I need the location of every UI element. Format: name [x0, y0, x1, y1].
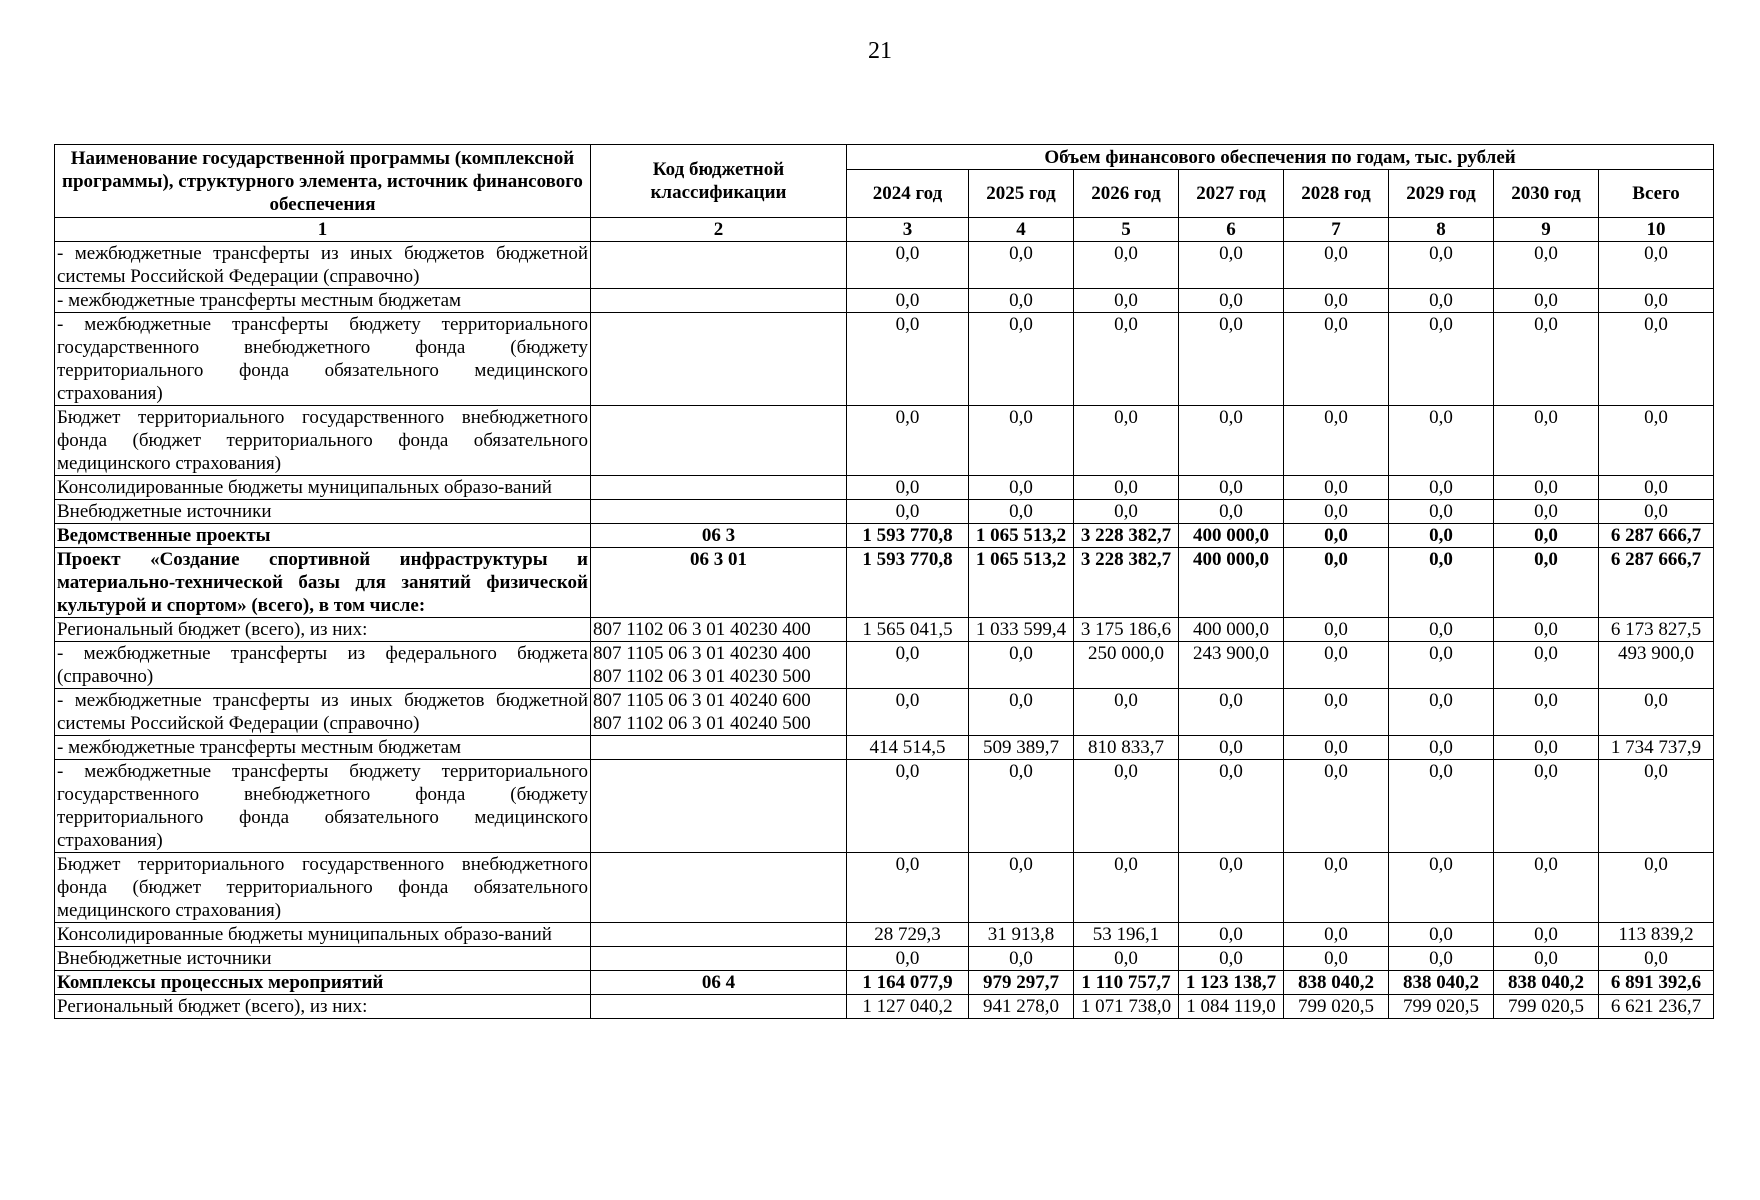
column-number: 10 [1599, 218, 1714, 242]
table-row [55, 476, 1714, 500]
column-number: 7 [1284, 218, 1389, 242]
row-name: - межбюджетные трансферты местным бюджетам [55, 736, 591, 760]
row-value: 0,0 [847, 642, 969, 689]
row-value: 0,0 [1179, 853, 1284, 923]
row-value: 0,0 [847, 760, 969, 853]
table-row [55, 524, 1714, 548]
row-name: - межбюджетные трансферты бюджету территориального государственного внебюджетного фонда (бюджету территориального фонда обязательного медицинского страхования) [55, 760, 591, 853]
row-value: 1 065 513,2 [969, 524, 1074, 548]
row-value: 0,0 [1494, 524, 1599, 548]
header-volume-column: Объем финансового обеспечения по годам, тыс. рублей [847, 145, 1714, 170]
column-number: 4 [969, 218, 1074, 242]
row-value: 0,0 [1284, 947, 1389, 971]
budget-code: 06 4 [701, 972, 736, 993]
row-value: 799 020,5 [1389, 995, 1494, 1019]
row-total: 0,0 [1599, 242, 1714, 289]
row-value: 0,0 [1179, 476, 1284, 500]
row-name: Бюджет территориального государственного внебюджетного фонда (бюджет территориального фонда обязательного медицинского страхования) [55, 406, 591, 476]
row-name: Комплексы процессных мероприятий [55, 971, 591, 995]
row-value: 0,0 [1389, 548, 1494, 618]
row-value: 0,0 [847, 242, 969, 289]
row-value: 0,0 [969, 853, 1074, 923]
row-value: 1 110 757,7 [1074, 971, 1179, 995]
row-total: 1 734 737,9 [1599, 736, 1714, 760]
row-value: 1 127 040,2 [847, 995, 969, 1019]
row-value: 0,0 [969, 476, 1074, 500]
table-body [55, 242, 1714, 1019]
row-value: 0,0 [847, 289, 969, 313]
row-value: 0,0 [1389, 476, 1494, 500]
page-number: 21 [868, 38, 892, 64]
row-total: 0,0 [1599, 406, 1714, 476]
row-total: 493 900,0 [1599, 642, 1714, 689]
row-value: 0,0 [1284, 853, 1389, 923]
row-value: 838 040,2 [1494, 971, 1599, 995]
row-value: 0,0 [1389, 736, 1494, 760]
row-value: 1 084 119,0 [1179, 995, 1284, 1019]
table-row [55, 548, 1714, 618]
row-total: 6 287 666,7 [1599, 548, 1714, 618]
row-value: 799 020,5 [1494, 995, 1599, 1019]
row-value: 0,0 [1179, 242, 1284, 289]
row-name: Внебюджетные источники [55, 500, 591, 524]
table-row [55, 242, 1714, 289]
header-year: 2026 год [1074, 170, 1179, 218]
row-total: 0,0 [1599, 500, 1714, 524]
header-total: Всего [1599, 170, 1714, 218]
row-value: 0,0 [1179, 760, 1284, 853]
row-value: 0,0 [1074, 853, 1179, 923]
row-value: 0,0 [1074, 242, 1179, 289]
row-code [591, 736, 847, 760]
table-row [55, 689, 1714, 736]
row-value: 0,0 [1494, 618, 1599, 642]
row-value: 0,0 [1074, 947, 1179, 971]
row-value: 1 123 138,7 [1179, 971, 1284, 995]
row-name: Ведомственные проекты [55, 524, 591, 548]
row-code [591, 524, 847, 548]
row-value: 1 164 077,9 [847, 971, 969, 995]
row-value: 0,0 [1284, 618, 1389, 642]
table-header [55, 145, 1714, 242]
header-name-column: Наименование государственной программы (комплексной программы), структурного элемента, источник финансового обеспечения [55, 145, 591, 218]
row-value: 1 565 041,5 [847, 618, 969, 642]
budget-code: 06 3 [701, 525, 736, 546]
row-value: 838 040,2 [1284, 971, 1389, 995]
row-value: 400 000,0 [1179, 524, 1284, 548]
header-code-column: Код бюджетной классификации [591, 145, 847, 218]
row-value: 0,0 [1494, 289, 1599, 313]
row-total: 0,0 [1599, 947, 1714, 971]
row-value: 1 593 770,8 [847, 524, 969, 548]
row-value: 0,0 [1389, 689, 1494, 736]
row-name: - межбюджетные трансферты местным бюджетам [55, 289, 591, 313]
row-value: 0,0 [847, 476, 969, 500]
row-total: 0,0 [1599, 760, 1714, 853]
row-code [591, 995, 847, 1019]
table-row [55, 971, 1714, 995]
row-total: 0,0 [1599, 689, 1714, 736]
row-code [591, 476, 847, 500]
row-value: 0,0 [1494, 947, 1599, 971]
row-name: Бюджет территориального государственного внебюджетного фонда (бюджет территориального фонда обязательного медицинского страхования) [55, 853, 591, 923]
row-value: 0,0 [969, 642, 1074, 689]
row-value: 0,0 [1284, 406, 1389, 476]
row-value: 0,0 [847, 500, 969, 524]
budget-code: 807 1102 06 3 01 40240 500 [593, 713, 811, 734]
row-code [591, 971, 847, 995]
row-value: 0,0 [1389, 853, 1494, 923]
column-number: 9 [1494, 218, 1599, 242]
table-row [55, 406, 1714, 476]
row-value: 0,0 [1494, 476, 1599, 500]
row-value: 0,0 [847, 947, 969, 971]
row-value: 31 913,8 [969, 923, 1074, 947]
budget-table [54, 144, 1714, 1019]
row-value: 0,0 [1494, 642, 1599, 689]
row-value: 0,0 [969, 242, 1074, 289]
column-number: 2 [591, 218, 847, 242]
row-code [591, 618, 847, 642]
row-value: 0,0 [1284, 500, 1389, 524]
row-value: 0,0 [969, 947, 1074, 971]
row-value: 0,0 [1494, 548, 1599, 618]
row-value: 0,0 [1179, 313, 1284, 406]
row-value: 250 000,0 [1074, 642, 1179, 689]
row-value: 0,0 [1074, 476, 1179, 500]
row-value: 1 593 770,8 [847, 548, 969, 618]
row-value: 0,0 [1179, 736, 1284, 760]
table-row [55, 995, 1714, 1019]
row-value: 0,0 [1389, 242, 1494, 289]
row-value: 0,0 [1389, 500, 1494, 524]
row-total: 0,0 [1599, 853, 1714, 923]
row-value: 0,0 [1284, 476, 1389, 500]
header-year: 2025 год [969, 170, 1074, 218]
row-code [591, 289, 847, 313]
row-value: 0,0 [1389, 618, 1494, 642]
row-value: 0,0 [1074, 313, 1179, 406]
table-row [55, 618, 1714, 642]
row-value: 0,0 [1389, 289, 1494, 313]
row-value: 0,0 [1074, 500, 1179, 524]
row-value: 0,0 [1494, 853, 1599, 923]
table-row [55, 642, 1714, 689]
row-total: 113 839,2 [1599, 923, 1714, 947]
header-year: 2024 год [847, 170, 969, 218]
row-name: Консолидированные бюджеты муниципальных образо-ваний [55, 923, 591, 947]
column-number: 6 [1179, 218, 1284, 242]
row-value: 0,0 [1494, 689, 1599, 736]
table-row [55, 736, 1714, 760]
row-value: 400 000,0 [1179, 548, 1284, 618]
row-value: 810 833,7 [1074, 736, 1179, 760]
row-value: 0,0 [1389, 947, 1494, 971]
table-row [55, 289, 1714, 313]
header-year: 2028 год [1284, 170, 1389, 218]
row-value: 799 020,5 [1284, 995, 1389, 1019]
row-code [591, 313, 847, 406]
row-value: 0,0 [969, 289, 1074, 313]
row-value: 0,0 [1284, 760, 1389, 853]
row-value: 0,0 [1179, 500, 1284, 524]
row-total: 0,0 [1599, 289, 1714, 313]
budget-code: 06 3 01 [690, 549, 747, 570]
row-code [591, 689, 847, 736]
row-value: 0,0 [969, 500, 1074, 524]
row-value: 0,0 [1179, 947, 1284, 971]
row-value: 0,0 [1284, 923, 1389, 947]
row-value: 0,0 [1389, 760, 1494, 853]
row-code [591, 642, 847, 689]
row-value: 0,0 [1389, 923, 1494, 947]
header-year: 2030 год [1494, 170, 1599, 218]
row-value: 979 297,7 [969, 971, 1074, 995]
row-total: 6 287 666,7 [1599, 524, 1714, 548]
row-code [591, 548, 847, 618]
row-code [591, 500, 847, 524]
row-value: 0,0 [1074, 689, 1179, 736]
budget-code: 807 1105 06 3 01 40230 400 [593, 643, 811, 664]
row-name: Консолидированные бюджеты муниципальных образо-ваний [55, 476, 591, 500]
row-value: 0,0 [1494, 242, 1599, 289]
row-value: 0,0 [1284, 289, 1389, 313]
table-row [55, 853, 1714, 923]
budget-code: 807 1102 06 3 01 40230 500 [593, 666, 811, 687]
row-value: 0,0 [1494, 760, 1599, 853]
row-value: 0,0 [1494, 313, 1599, 406]
table-row [55, 313, 1714, 406]
row-value: 0,0 [1389, 524, 1494, 548]
row-value: 0,0 [1074, 289, 1179, 313]
row-value: 0,0 [1179, 689, 1284, 736]
row-value: 0,0 [1494, 736, 1599, 760]
table-row [55, 947, 1714, 971]
budget-code: 807 1105 06 3 01 40240 600 [593, 690, 811, 711]
header-year: 2029 год [1389, 170, 1494, 218]
row-name: Региональный бюджет (всего), из них: [55, 618, 591, 642]
row-code [591, 406, 847, 476]
header-year: 2027 год [1179, 170, 1284, 218]
row-value: 0,0 [847, 313, 969, 406]
row-code [591, 760, 847, 853]
row-total: 0,0 [1599, 476, 1714, 500]
row-value: 53 196,1 [1074, 923, 1179, 947]
row-value: 1 033 599,4 [969, 618, 1074, 642]
row-value: 0,0 [847, 853, 969, 923]
table-row [55, 760, 1714, 853]
row-value: 0,0 [1284, 642, 1389, 689]
row-value: 0,0 [969, 406, 1074, 476]
row-value: 0,0 [1494, 500, 1599, 524]
row-value: 414 514,5 [847, 736, 969, 760]
row-value: 1 071 738,0 [1074, 995, 1179, 1019]
row-value: 0,0 [847, 689, 969, 736]
row-value: 0,0 [1389, 406, 1494, 476]
row-value: 0,0 [1494, 923, 1599, 947]
row-value: 0,0 [1284, 689, 1389, 736]
column-number: 1 [55, 218, 591, 242]
row-value: 0,0 [1389, 313, 1494, 406]
row-name: - межбюджетные трансферты из федерального бюджета (справочно) [55, 642, 591, 689]
row-name: - межбюджетные трансферты бюджету территориального государственного внебюджетного фонда (бюджету территориального фонда обязательного медицинского страхования) [55, 313, 591, 406]
row-value: 941 278,0 [969, 995, 1074, 1019]
row-value: 0,0 [1494, 406, 1599, 476]
row-value: 0,0 [1284, 524, 1389, 548]
row-value: 0,0 [969, 760, 1074, 853]
column-number: 3 [847, 218, 969, 242]
row-value: 243 900,0 [1179, 642, 1284, 689]
budget-code: 807 1102 06 3 01 40230 400 [593, 619, 811, 640]
row-value: 0,0 [1284, 313, 1389, 406]
row-value: 0,0 [847, 406, 969, 476]
row-value: 28 729,3 [847, 923, 969, 947]
row-value: 3 228 382,7 [1074, 524, 1179, 548]
row-value: 0,0 [969, 689, 1074, 736]
row-value: 0,0 [1074, 760, 1179, 853]
row-value: 838 040,2 [1389, 971, 1494, 995]
row-name: - межбюджетные трансферты из иных бюджетов бюджетной системы Российской Федерации (справочно) [55, 689, 591, 736]
row-value: 0,0 [1284, 736, 1389, 760]
row-code [591, 242, 847, 289]
row-code [591, 947, 847, 971]
row-code [591, 923, 847, 947]
row-value: 3 175 186,6 [1074, 618, 1179, 642]
row-name: Региональный бюджет (всего), из них: [55, 995, 591, 1019]
row-value: 0,0 [1179, 923, 1284, 947]
row-value: 0,0 [969, 313, 1074, 406]
row-name: Проект «Создание спортивной инфраструктуры и материально-технической базы для занятий физической культурой и спортом» (всего), в том числе: [55, 548, 591, 618]
row-value: 0,0 [1284, 242, 1389, 289]
column-number: 5 [1074, 218, 1179, 242]
row-total: 6 621 236,7 [1599, 995, 1714, 1019]
row-name: Внебюджетные источники [55, 947, 591, 971]
row-value: 0,0 [1179, 289, 1284, 313]
column-number: 8 [1389, 218, 1494, 242]
table-row [55, 500, 1714, 524]
row-name: - межбюджетные трансферты из иных бюджетов бюджетной системы Российской Федерации (справочно) [55, 242, 591, 289]
row-value: 1 065 513,2 [969, 548, 1074, 618]
row-total: 6 891 392,6 [1599, 971, 1714, 995]
table-row [55, 923, 1714, 947]
row-value: 0,0 [1284, 548, 1389, 618]
row-value: 0,0 [1389, 642, 1494, 689]
row-code [591, 853, 847, 923]
row-value: 0,0 [1179, 406, 1284, 476]
row-value: 0,0 [1074, 406, 1179, 476]
row-value: 509 389,7 [969, 736, 1074, 760]
row-value: 400 000,0 [1179, 618, 1284, 642]
row-total: 0,0 [1599, 313, 1714, 406]
row-value: 3 228 382,7 [1074, 548, 1179, 618]
row-total: 6 173 827,5 [1599, 618, 1714, 642]
